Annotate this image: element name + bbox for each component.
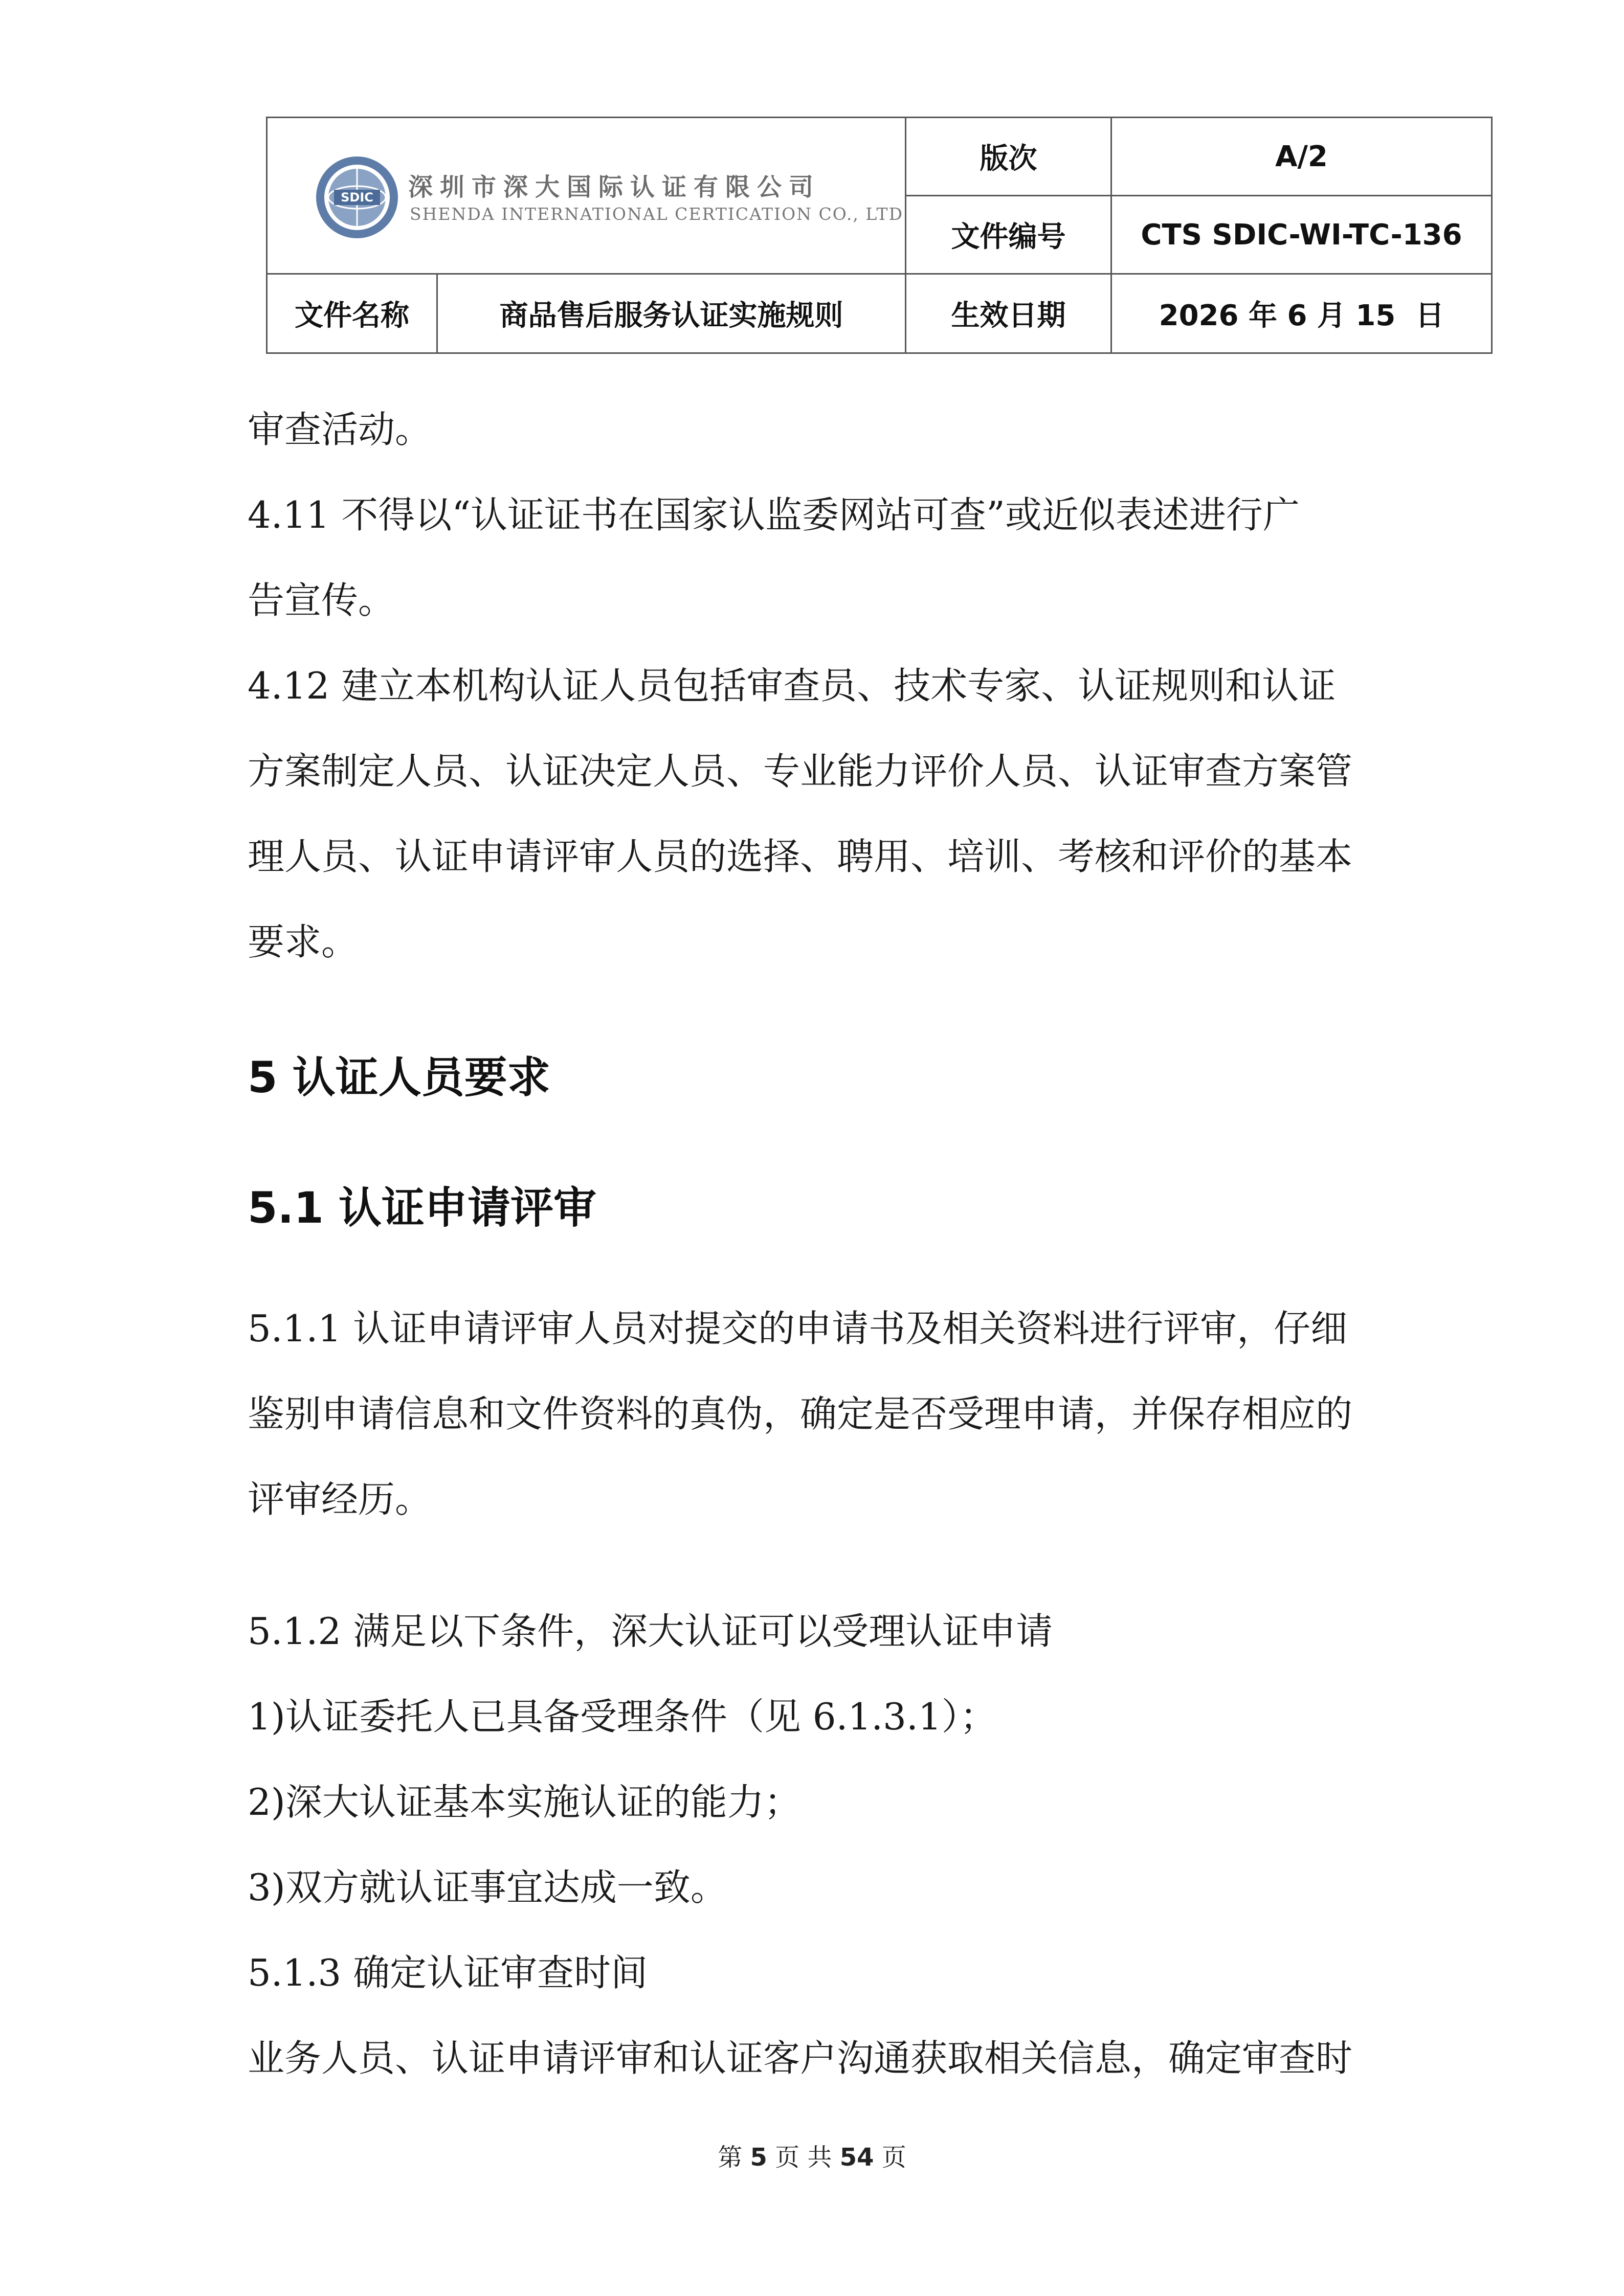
body-line: 5.1.1 认证申请评审人员对提交的申请书及相关资料进行评审，仔细 xyxy=(248,1307,1348,1350)
version-label: 版次 xyxy=(980,142,1037,175)
effective-date-label: 生效日期 xyxy=(951,299,1066,332)
company-name-en: SHENDA INTERNATIONAL CERTICATION CO., LTD xyxy=(410,204,904,224)
body-line: 评审经历。 xyxy=(248,1478,432,1521)
effective-date-value: 2026 年 6 月 15 日 xyxy=(1159,299,1444,332)
list-item: 1)认证委托人已具备受理条件（见 6.1.3.1）； xyxy=(248,1695,997,1738)
document-header-table xyxy=(266,117,1493,354)
body-line: 4.11 不得以“认证证书在国家认监委网站可查”或近似表述进行广 xyxy=(248,493,1300,536)
subsection-heading: 5.1.3 确定认证审查时间 xyxy=(248,1951,648,1994)
doc-number-label: 文件编号 xyxy=(951,220,1066,254)
body-line: 5.1.2 满足以下条件，深大认证可以受理认证申请 xyxy=(248,1610,1053,1653)
doc-name-label: 文件名称 xyxy=(295,299,409,332)
list-item: 2)深大认证基本实施认证的能力； xyxy=(248,1781,801,1824)
footer-prefix: 第 xyxy=(718,2143,743,2172)
footer-middle: 页 共 xyxy=(775,2143,832,2172)
page-total: 54 xyxy=(839,2143,874,2172)
body-line: 方案制定人员、认证决定人员、专业能力评价人员、认证审查方案管 xyxy=(248,750,1353,793)
logo-text: SDIC xyxy=(341,190,373,205)
company-logo-block xyxy=(268,118,905,275)
page-number: 5 xyxy=(750,2143,767,2172)
doc-name-value: 商品售后服务认证实施规则 xyxy=(499,299,843,332)
section-heading-5-1: 5.1 认证申请评审 xyxy=(248,1183,597,1233)
doc-number-value: CTS SDIC-WI-TC-136 xyxy=(1141,218,1462,252)
company-emblem-icon xyxy=(314,154,401,241)
body-line: 4.12 建立本机构认证人员包括审查员、技术专家、认证规则和认证 xyxy=(248,664,1336,707)
section-heading-5: 5 认证人员要求 xyxy=(248,1052,550,1102)
body-line: 要求。 xyxy=(248,920,359,963)
body-line: 鉴别申请信息和文件资料的真伪，确定是否受理申请，并保存相应的 xyxy=(248,1392,1353,1435)
footer-suffix: 页 xyxy=(881,2143,906,2172)
version-value: A/2 xyxy=(1275,140,1328,173)
company-name-cn: 深圳市深大国际认证有限公司 xyxy=(408,173,821,201)
page-footer xyxy=(0,2137,1624,2173)
body-line: 审查活动。 xyxy=(248,408,432,451)
body-line: 业务人员、认证申请评审和认证客户沟通获取相关信息，确定审查时 xyxy=(248,2037,1353,2080)
body-line: 告宣传。 xyxy=(248,579,395,622)
list-item: 3)双方就认证事宜达成一致。 xyxy=(248,1866,727,1909)
body-line: 理人员、认证申请评审人员的选择、聘用、培训、考核和评价的基本 xyxy=(248,835,1353,878)
